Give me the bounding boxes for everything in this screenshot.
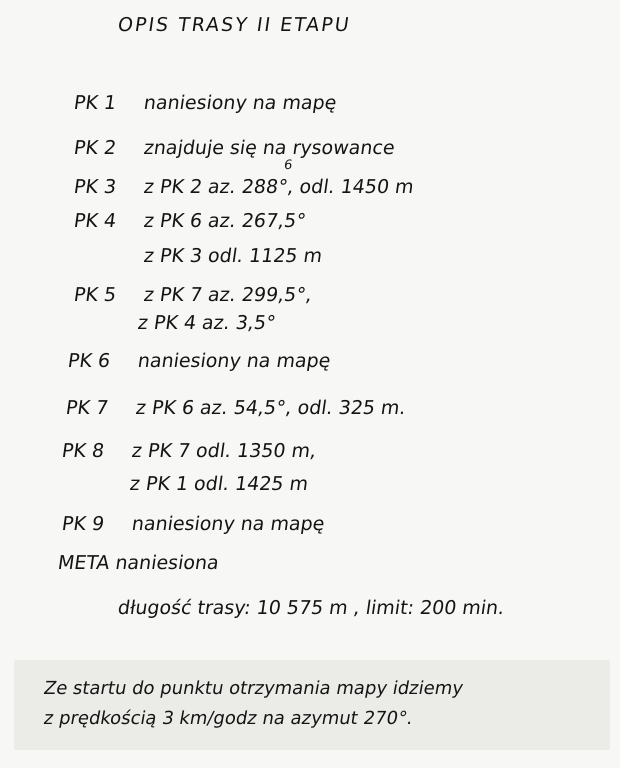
route-line-pk4 [72, 210, 307, 232]
checkpoint-label: PK 1 [72, 92, 118, 114]
checkpoint-description: z PK 3 odl. 1125 m [142, 245, 324, 267]
route-summary: długość trasy: 10 575 m , limit: 200 min. [116, 597, 506, 619]
route-line-pk3 [72, 176, 415, 198]
checkpoint-description: znajduje się na rysowance [142, 137, 397, 159]
checkpoint-description: z PK 1 odl. 1425 m [128, 473, 310, 495]
route-line-pk7 [64, 397, 407, 419]
checkpoint-label: PK 8 [60, 440, 106, 462]
checkpoint-label: PK 3 [72, 176, 118, 198]
checkpoint-label: PK 4 [72, 210, 118, 232]
route-line-meta [56, 552, 220, 574]
note-line-1: Ze startu do punktu otrzymania mapy idziemy [42, 678, 465, 699]
checkpoint-label: PK 2 [72, 137, 118, 159]
checkpoint-description: naniesiony na mapę [136, 350, 332, 372]
checkpoint-label: PK 7 [64, 397, 110, 419]
document-title: OPIS TRASY II ETAPU [116, 14, 353, 36]
route-line-pk4-continued [142, 245, 323, 267]
route-line-pk6 [66, 350, 332, 372]
route-line-pk9 [60, 513, 326, 535]
route-line-pk2 [72, 137, 396, 159]
route-line-pk8-continued [128, 473, 309, 495]
checkpoint-description: z PK 7 az. 299,5°, [142, 284, 314, 306]
note-line-2: z prędkością 3 km/godz na azymut 270°. [42, 708, 415, 729]
checkpoint-description: naniesiony na mapę [130, 513, 326, 535]
checkpoint-label: PK 5 [72, 284, 118, 306]
checkpoint-description: naniesiony na mapę [142, 92, 338, 114]
checkpoint-label: PK 9 [60, 513, 106, 535]
checkpoint-description: z PK 2 az. 288°, odl. 1450 m [142, 176, 416, 198]
note-box [14, 660, 610, 750]
checkpoint-label: PK 6 [66, 350, 112, 372]
checkpoint-description: z PK 6 az. 267,5° [142, 210, 308, 232]
checkpoint-description: z PK 6 az. 54,5°, odl. 325 m. [134, 397, 408, 419]
checkpoint-description: z PK 7 odl. 1350 m, [130, 440, 318, 462]
route-line-pk1 [72, 92, 338, 114]
route-line-pk5 [72, 284, 313, 306]
route-line-pk8 [60, 440, 317, 462]
route-line-pk5-continued [136, 312, 277, 334]
finish-description: META naniesiona [56, 552, 221, 574]
handwritten-correction: 6 [282, 158, 294, 173]
checkpoint-description: z PK 4 az. 3,5° [136, 312, 278, 334]
